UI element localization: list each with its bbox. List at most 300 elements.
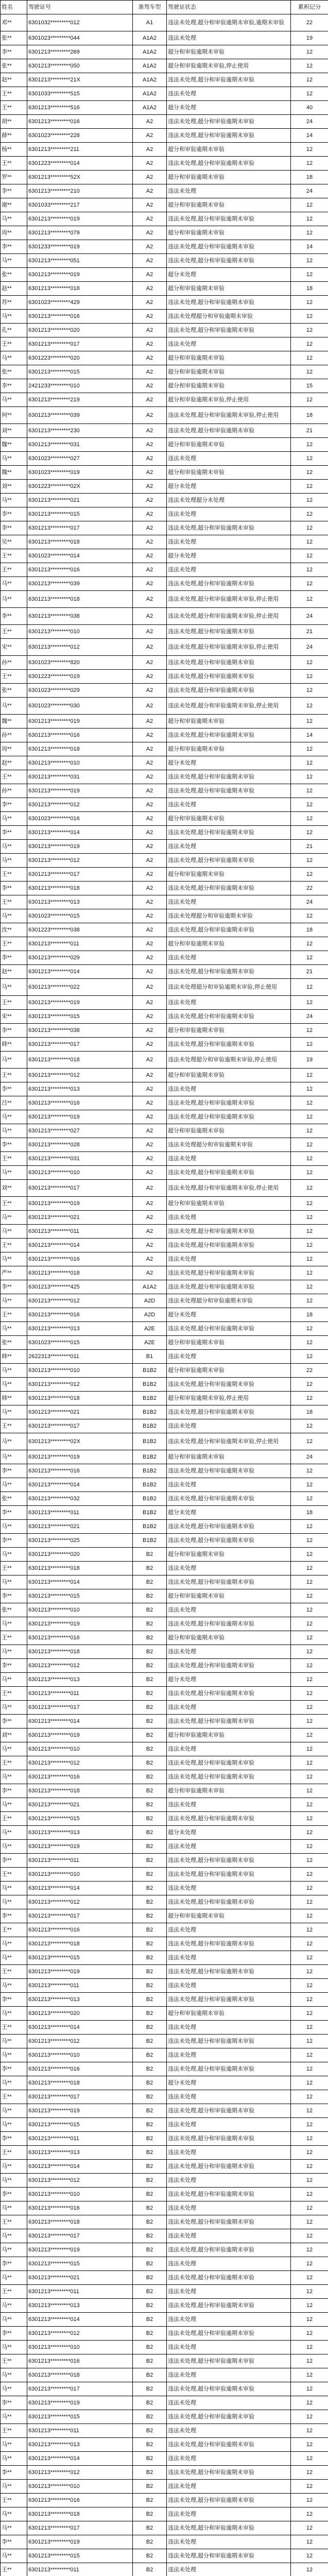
cell-points: 12 <box>291 1645 328 1659</box>
table-row <box>1 882 328 895</box>
cell-license-status: 超分和审验逾期未审验 <box>167 198 291 212</box>
cell-name: 马** <box>1 1770 27 1784</box>
cell-license-number: 6301023*********029 <box>27 684 133 698</box>
cell-license-class: B2 <box>133 2313 167 2327</box>
cell-name: 刘** <box>1 1180 27 1197</box>
table-row <box>1 1562 328 1575</box>
cell-points: 12 <box>291 1239 328 1252</box>
cell-name: 马** <box>1 1052 27 1069</box>
cell-license-status: 违法未处理,超分和审验逾期未审验 <box>167 770 291 784</box>
table-row <box>1 2007 328 2021</box>
cell-license-class: A2 <box>133 798 167 812</box>
table-row <box>1 1110 328 1124</box>
cell-license-class: A2D <box>133 1308 167 1322</box>
cell-name: 马** <box>1 1979 27 1993</box>
cell-license-status: 违法未处理 <box>167 798 291 812</box>
cell-license-status: 违法未处理,超分和审验逾期未审验 <box>167 2521 291 2535</box>
cell-license-class: A2 <box>133 1138 167 1152</box>
table-row <box>1 2341 328 2354</box>
cell-name: 马** <box>1 591 27 608</box>
cell-name: 马** <box>1 1520 27 1534</box>
cell-license-status: 超分和审验逾期未审验 <box>167 812 291 826</box>
cell-license-status: 违法未处理,超分和审验逾期未审验 <box>167 1895 291 1909</box>
table-row <box>1 1211 328 1225</box>
cell-license-class: B2 <box>133 1742 167 1756</box>
cell-name: 杨** <box>1 143 27 157</box>
cell-license-number: 6301213*********012 <box>27 1895 133 1909</box>
table-row <box>1 1715 328 1728</box>
cell-license-class: B2 <box>133 2243 167 2257</box>
cell-license-status: 超分和审验逾期未审验 <box>167 365 291 379</box>
table-row <box>1 1166 328 1180</box>
cell-license-number: 6301213*********016 <box>27 728 133 742</box>
cell-license-number: 6301213*********012 <box>27 2174 133 2188</box>
cell-license-number: 6301213*********012 <box>27 1756 133 1770</box>
cell-name: 马** <box>1 698 27 715</box>
cell-points: 12 <box>291 1492 328 1506</box>
cell-name: 谢** <box>1 198 27 212</box>
table-row <box>1 1575 328 1589</box>
cell-license-class: A2 <box>133 1096 167 1110</box>
cell-license-status: 违法未处理,超分和审验逾期未审验 <box>167 1038 291 1052</box>
cell-name: 马** <box>1 2507 27 2521</box>
cell-license-status: 违法未处理,超分和审验逾期未审验 <box>167 324 291 337</box>
cell-license-class: B2 <box>133 2257 167 2271</box>
cell-license-number: 6301213*********010 <box>27 1742 133 1756</box>
cell-name: 宋** <box>1 1010 27 1024</box>
table-row <box>1 1756 328 1770</box>
cell-license-class: A2 <box>133 1052 167 1069</box>
cell-license-number: 6301213*********019 <box>27 2396 133 2410</box>
cell-license-number: 6301213*********020 <box>27 2007 133 2021</box>
cell-name: 王** <box>1 2090 27 2104</box>
table-row <box>1 608 328 625</box>
cell-name: 马** <box>1 2007 27 2021</box>
cell-name: 魏** <box>1 466 27 480</box>
table-row <box>1 480 328 494</box>
cell-license-number: 6301213*********016 <box>27 1252 133 1266</box>
cell-license-class: A2 <box>133 268 167 282</box>
cell-points: 19 <box>291 1052 328 1069</box>
cell-license-status: 超分和审验逾期未审验 <box>167 1336 291 1350</box>
cell-points: 12 <box>291 2076 328 2090</box>
cell-license-status: 违法未处理 <box>167 2535 291 2549</box>
cell-name: 马** <box>1 854 27 868</box>
cell-name: 李** <box>1 2535 27 2549</box>
table-row <box>1 1979 328 1993</box>
cell-license-status: 违法未处理,超分和审验逾期未审验,停止使用 <box>167 608 291 625</box>
cell-license-status: 超分和审验逾期未审验 <box>167 1631 291 1645</box>
cell-license-status: 违法未处理,超分和审验逾期未审验 <box>167 1405 291 1419</box>
cell-license-number: 6301213*********028 <box>27 1138 133 1152</box>
cell-points: 12 <box>291 2201 328 2215</box>
cell-name: 李** <box>1 2257 27 2271</box>
cell-license-number: 6301213*********012 <box>27 1659 133 1673</box>
cell-license-status: 超分和审验逾期未审验 <box>167 1728 291 1742</box>
cell-points: 12 <box>291 2271 328 2285</box>
cell-license-class: B2 <box>133 2480 167 2494</box>
table-row <box>1 2507 328 2521</box>
cell-license-number: 6301023*********030 <box>27 698 133 715</box>
cell-points: 12 <box>291 577 328 591</box>
cell-name: 李** <box>1 507 27 521</box>
cell-license-status: 违法未处理,超分和审验逾期未审验 <box>167 1464 291 1478</box>
cell-license-class: A2 <box>133 466 167 480</box>
cell-license-number: 2622313*********011 <box>27 1350 133 1364</box>
cell-points: 12 <box>291 1562 328 1575</box>
cell-points: 12 <box>291 2118 328 2132</box>
cell-license-status: 超分和审验逾期未审验,停止使用 <box>167 59 291 73</box>
cell-name: 王** <box>1 87 27 101</box>
cell-license-class: A2 <box>133 742 167 756</box>
cell-license-status: 违法未处理,超分和审验逾期未审验 <box>167 1378 291 1392</box>
table-row <box>1 2452 328 2466</box>
cell-name: 王** <box>1 563 27 577</box>
cell-license-number: 6301213*********516 <box>27 101 133 115</box>
cell-name: 马** <box>1 1742 27 1756</box>
cell-name: 刘** <box>1 480 27 494</box>
cell-license-class: B2 <box>133 1854 167 1868</box>
cell-license-status: 违法未处理,超分和审验逾期未审验 <box>167 1868 291 1882</box>
cell-name: 李** <box>1 1024 27 1038</box>
cell-name: 刘** <box>1 424 27 438</box>
cell-license-number: 6301213*********014 <box>27 1882 133 1895</box>
cell-license-number: 6301213*********013 <box>27 895 133 909</box>
cell-license-number: 6301213*********015 <box>27 365 133 379</box>
cell-license-class: A2 <box>133 115 167 129</box>
cell-name: 李** <box>1 1464 27 1478</box>
cell-license-number: 6301213*********018 <box>27 1392 133 1405</box>
cell-name: 李** <box>1 521 27 535</box>
cell-name: 马** <box>1 393 27 407</box>
header-name: 姓名 <box>1 1 27 14</box>
cell-points: 12 <box>291 951 328 965</box>
cell-name: 王** <box>1 1069 27 1082</box>
cell-license-status: 超分和审验逾期未审验 <box>167 1909 291 1923</box>
cell-license-number: 6301213*********019 <box>27 784 133 798</box>
cell-license-class: A2 <box>133 1180 167 1197</box>
table-row <box>1 1225 328 1239</box>
cell-license-number: 6301213*********016 <box>27 310 133 324</box>
cell-points: 12 <box>291 1110 328 1124</box>
table-row <box>1 2521 328 2535</box>
cell-license-status: 违法未处理 <box>167 1152 291 1166</box>
cell-points: 12 <box>291 1979 328 1993</box>
cell-license-status: 违法未处理 <box>167 1742 291 1756</box>
table-row <box>1 2382 328 2396</box>
cell-license-number: 6301213*********022 <box>27 979 133 996</box>
cell-name: 王** <box>1 1965 27 1979</box>
cell-license-status: 违法未处理 <box>167 563 291 577</box>
cell-license-status: 违法未处理,超分和审验逾期未审验 <box>167 923 291 937</box>
cell-license-status: 违法未处理 <box>167 2201 291 2215</box>
cell-name: 马** <box>1 1895 27 1909</box>
cell-points: 12 <box>291 157 328 171</box>
table-row <box>1 2354 328 2368</box>
cell-points: 12 <box>291 1225 328 1239</box>
cell-name: 罗** <box>1 171 27 184</box>
table-row <box>1 854 328 868</box>
cell-license-status: 违法未处理,超分和审验逾期未审验 <box>167 73 291 87</box>
cell-license-class: B2 <box>133 2438 167 2452</box>
cell-license-status: 违法未处理,超分和审验逾期未审验 <box>167 1110 291 1124</box>
cell-license-status: 违法未处理,超分和审验逾期未审验 <box>167 2062 291 2076</box>
table-row <box>1 1464 328 1478</box>
cell-license-number: 6301213*********011 <box>27 1854 133 1868</box>
cell-name: 李** <box>1 45 27 59</box>
cell-license-class: A2 <box>133 1266 167 1280</box>
cell-license-class: A2 <box>133 770 167 784</box>
cell-license-number: 6301213*********015 <box>27 507 133 521</box>
cell-license-number: 6301213*********010 <box>27 1603 133 1617</box>
cell-name: 李** <box>1 379 27 393</box>
cell-name: 王** <box>1 937 27 951</box>
cell-license-class: B2 <box>133 1575 167 1589</box>
table-row <box>1 1478 328 1492</box>
cell-license-status: 违法未处理 <box>167 951 291 965</box>
table-row <box>1 1239 328 1252</box>
cell-license-class: A1A2 <box>133 59 167 73</box>
cell-license-number: 6301213*********021 <box>27 1520 133 1534</box>
cell-points: 12 <box>291 226 328 240</box>
cell-points: 12 <box>291 393 328 407</box>
cell-points: 12 <box>291 812 328 826</box>
cell-name: 马** <box>1 2118 27 2132</box>
cell-name: 孙** <box>1 656 27 670</box>
cell-points: 12 <box>291 268 328 282</box>
cell-license-number: 6301023*********027 <box>27 452 133 466</box>
table-row <box>1 407 328 424</box>
table-row <box>1 798 328 812</box>
table-row <box>1 742 328 756</box>
cell-license-status: 超分和审验逾期未审验 <box>167 1450 291 1464</box>
table-row <box>1 549 328 563</box>
cell-license-status: 违法未处理 <box>167 2021 291 2035</box>
table-row <box>1 59 328 73</box>
cell-license-status: 违法未处理 <box>167 2118 291 2132</box>
table-row <box>1 1252 328 1266</box>
table-row <box>1 2396 328 2410</box>
cell-license-status: 违法未处理 <box>167 1419 291 1433</box>
cell-name: 马** <box>1 2271 27 2285</box>
cell-license-number: 6301213*********016 <box>27 1631 133 1645</box>
cell-license-class: A2 <box>133 494 167 507</box>
table-row <box>1 1322 328 1336</box>
cell-license-class: B2 <box>133 1798 167 1812</box>
cell-license-status: 违法未处理 <box>167 1882 291 1895</box>
table-row <box>1 2410 328 2424</box>
cell-license-class: A2E <box>133 1322 167 1336</box>
cell-name: 马** <box>1 212 27 226</box>
cell-license-class: B2 <box>133 2062 167 2076</box>
cell-name: 李** <box>1 1589 27 1603</box>
cell-license-class: B2 <box>133 2229 167 2243</box>
cell-license-status: 违法未处理 <box>167 1798 291 1812</box>
cell-license-status: 违法未处理,超分和审验逾期未审验 <box>167 2104 291 2118</box>
cell-name: 李** <box>1 882 27 895</box>
cell-license-number: 6301213*********012 <box>27 798 133 812</box>
table-row <box>1 2229 328 2243</box>
table-row <box>1 1993 328 2007</box>
cell-points: 12 <box>291 1826 328 1840</box>
cell-points: 12 <box>291 1659 328 1673</box>
cell-name: 马** <box>1 2313 27 2327</box>
cell-points: 12 <box>291 1478 328 1492</box>
cell-points: 12 <box>291 1266 328 1280</box>
cell-license-number: 6301213*********219 <box>27 393 133 407</box>
cell-license-number: 6301213*********039 <box>27 407 133 424</box>
cell-license-status: 违法未处理超分和审验逾期未审验 <box>167 310 291 324</box>
cell-license-class: B2 <box>133 2174 167 2188</box>
cell-license-class: B2 <box>133 2299 167 2313</box>
table-row <box>1 2243 328 2257</box>
cell-license-status: 违法未处理 <box>167 2090 291 2104</box>
cell-name: 赵** <box>1 965 27 979</box>
cell-points: 14 <box>291 240 328 254</box>
cell-points: 12 <box>291 1617 328 1631</box>
cell-license-status: 超分和审验逾期未审验 <box>167 2007 291 2021</box>
cell-points: 12 <box>291 45 328 59</box>
cell-license-status: 超分和审验逾期未审验 <box>167 1197 291 1211</box>
cell-points: 12 <box>291 756 328 770</box>
cell-license-number: 6301023*********820 <box>27 656 133 670</box>
table-row <box>1 1520 328 1534</box>
cell-points: 12 <box>291 494 328 507</box>
cell-license-status: 超分和审验逾期未审验 <box>167 1548 291 1562</box>
cell-license-class: B2 <box>133 2076 167 2090</box>
cell-license-class: A2 <box>133 996 167 1010</box>
cell-license-status: 超分和审验逾期未审验 <box>167 282 291 296</box>
table-row <box>1 171 328 184</box>
cell-license-status: 违法未处理 <box>167 1603 291 1617</box>
cell-license-status: 违法未处理,超分和审验逾期未审验 <box>167 1854 291 1868</box>
cell-license-status: 违法未处理超分和审验逾期未审验 <box>167 1294 291 1308</box>
cell-license-class: A2 <box>133 1252 167 1266</box>
cell-license-number: 6301213*********010 <box>27 2048 133 2062</box>
cell-license-class: A2 <box>133 379 167 393</box>
cell-license-number: 6301213*********017 <box>27 337 133 351</box>
cell-points: 12 <box>291 1433 328 1450</box>
cell-license-class: A2 <box>133 882 167 895</box>
table-row <box>1 715 328 728</box>
cell-license-number: 6301213*********016 <box>27 1308 133 1322</box>
cell-license-class: B1B2 <box>133 1378 167 1392</box>
cell-license-status: 违法未处理,超分和审验逾期未审验,停止使用 <box>167 591 291 608</box>
cell-license-class: B2 <box>133 1895 167 1909</box>
cell-license-class: A2 <box>133 868 167 882</box>
table-row <box>1 2062 328 2076</box>
cell-points: 18 <box>291 282 328 296</box>
cell-license-number: 6301213*********013 <box>27 2438 133 2452</box>
cell-license-class: A2 <box>133 895 167 909</box>
cell-license-class: A1A2 <box>133 73 167 87</box>
cell-points: 12 <box>291 2354 328 2368</box>
cell-points: 18 <box>291 1506 328 1520</box>
cell-points: 12 <box>291 73 328 87</box>
cell-name: 王** <box>1 2021 27 2035</box>
cell-license-number: 6301213*********52X <box>27 171 133 184</box>
cell-license-class: B2 <box>133 1951 167 1965</box>
cell-points: 12 <box>291 996 328 1010</box>
cell-license-status: 违法未处理,超分和审验逾期未审验 <box>167 2160 291 2174</box>
cell-license-number: 6301213*********014 <box>27 826 133 840</box>
table-row <box>1 1784 328 1798</box>
cell-license-number: 6301213*********021 <box>27 1405 133 1419</box>
table-row <box>1 840 328 854</box>
cell-license-number: 6301023*********429 <box>27 296 133 310</box>
table-row <box>1 868 328 882</box>
cell-points: 12 <box>291 2341 328 2354</box>
cell-license-class: B2 <box>133 1617 167 1631</box>
cell-license-number: 6301032*********012 <box>27 14 133 31</box>
cell-license-class: B2 <box>133 2341 167 2354</box>
cell-license-number: 6301223*********020 <box>27 351 133 365</box>
cell-name: 张** <box>1 1336 27 1350</box>
table-header-row <box>1 1 328 14</box>
cell-points: 24 <box>291 639 328 656</box>
cell-license-number: 6301213*********018 <box>27 1784 133 1798</box>
cell-license-class: B2 <box>133 2410 167 2424</box>
cell-license-status: 违法未处理 <box>167 2229 291 2243</box>
cell-name: 韩** <box>1 1392 27 1405</box>
cell-name: 张** <box>1 59 27 73</box>
cell-license-number: 6301213*********012 <box>27 1294 133 1308</box>
cell-name: 赵** <box>1 756 27 770</box>
cell-points: 12 <box>291 2521 328 2535</box>
cell-name: 李** <box>1 184 27 198</box>
cell-license-status: 超分和审验逾期未审验 <box>167 1364 291 1378</box>
cell-license-class: B2 <box>133 1645 167 1659</box>
cell-license-status: 违法未处理超分和审验逾期未审验,停止使用 <box>167 979 291 996</box>
cell-name: 王** <box>1 337 27 351</box>
cell-name: 马** <box>1 2160 27 2174</box>
cell-license-number: 6301023*********015 <box>27 1336 133 1350</box>
cell-license-class: A2 <box>133 1239 167 1252</box>
cell-license-number: 6301213*********014 <box>27 965 133 979</box>
cell-license-status: 超分未处理 <box>167 1308 291 1322</box>
table-row <box>1 129 328 143</box>
cell-points: 12 <box>291 365 328 379</box>
cell-name: 马** <box>1 2104 27 2118</box>
table-row <box>1 466 328 480</box>
cell-license-class: B2 <box>133 1826 167 1840</box>
cell-license-status: 违法未处理 <box>167 1562 291 1575</box>
table-row <box>1 1840 328 1854</box>
cell-name: 马** <box>1 1124 27 1138</box>
cell-points: 12 <box>291 826 328 840</box>
cell-name: 张** <box>1 268 27 282</box>
cell-name: 马** <box>1 2521 27 2535</box>
cell-points: 12 <box>291 1951 328 1965</box>
cell-license-number: 6301213*********016 <box>27 115 133 129</box>
cell-name: 李** <box>1 2396 27 2410</box>
table-row <box>1 639 328 656</box>
cell-license-class: B2 <box>133 1993 167 2007</box>
cell-license-class: B2 <box>133 1659 167 1673</box>
cell-license-class: A1A2 <box>133 31 167 45</box>
cell-points: 22 <box>291 882 328 895</box>
cell-license-number: 6301033*********217 <box>27 198 133 212</box>
cell-license-status: 违法未处理,超分和审验逾期未审验 <box>167 2466 291 2480</box>
cell-license-status: 违法未处理 <box>167 1252 291 1266</box>
table-row <box>1 756 328 770</box>
table-row <box>1 577 328 591</box>
cell-license-status: 违法未处理,超分和审验逾期未审验 <box>167 684 291 698</box>
cell-license-status: 违法未处理,超分和审验逾期未审验 <box>167 1096 291 1110</box>
cell-points: 40 <box>291 101 328 115</box>
cell-license-status: 超分和审验逾期未审验 <box>167 937 291 951</box>
cell-license-status: 违法未处理,超分和审验逾期未审验 <box>167 296 291 310</box>
